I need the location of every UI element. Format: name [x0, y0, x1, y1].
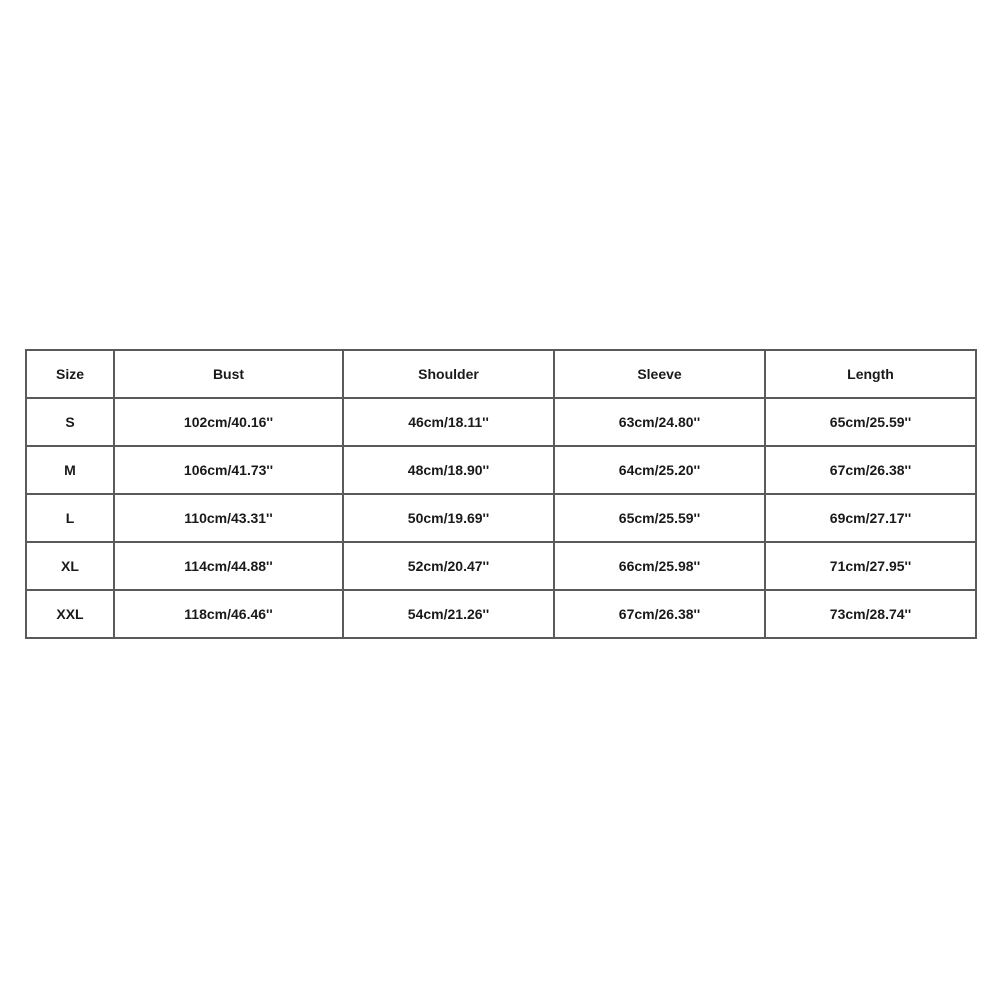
shoulder-cell: 52cm/20.47'': [343, 542, 554, 590]
sleeve-cell: 63cm/24.80'': [554, 398, 765, 446]
length-cell: 71cm/27.95'': [765, 542, 976, 590]
header-row: [26, 350, 976, 398]
header-size: Size: [26, 350, 114, 398]
header-sleeve: Sleeve: [554, 350, 765, 398]
bust-cell: 110cm/43.31'': [114, 494, 343, 542]
size-cell: L: [26, 494, 114, 542]
sleeve-cell: 65cm/25.59'': [554, 494, 765, 542]
header-length: Length: [765, 350, 976, 398]
size-cell: S: [26, 398, 114, 446]
length-cell: 67cm/26.38'': [765, 446, 976, 494]
table-row: [26, 398, 976, 446]
shoulder-cell: 54cm/21.26'': [343, 590, 554, 638]
sleeve-cell: 66cm/25.98'': [554, 542, 765, 590]
table-row: [26, 542, 976, 590]
length-cell: 65cm/25.59'': [765, 398, 976, 446]
bust-cell: 106cm/41.73'': [114, 446, 343, 494]
sleeve-cell: 64cm/25.20'': [554, 446, 765, 494]
header-bust: Bust: [114, 350, 343, 398]
shoulder-cell: 50cm/19.69'': [343, 494, 554, 542]
shoulder-cell: 48cm/18.90'': [343, 446, 554, 494]
size-cell: XL: [26, 542, 114, 590]
bust-cell: 114cm/44.88'': [114, 542, 343, 590]
sleeve-cell: 67cm/26.38'': [554, 590, 765, 638]
size-chart-table: [25, 349, 977, 639]
length-cell: 69cm/27.17'': [765, 494, 976, 542]
size-cell: XXL: [26, 590, 114, 638]
bust-cell: 102cm/40.16'': [114, 398, 343, 446]
table-row: [26, 446, 976, 494]
shoulder-cell: 46cm/18.11'': [343, 398, 554, 446]
bust-cell: 118cm/46.46'': [114, 590, 343, 638]
length-cell: 73cm/28.74'': [765, 590, 976, 638]
table-row: [26, 494, 976, 542]
header-shoulder: Shoulder: [343, 350, 554, 398]
table-row: [26, 590, 976, 638]
size-cell: M: [26, 446, 114, 494]
